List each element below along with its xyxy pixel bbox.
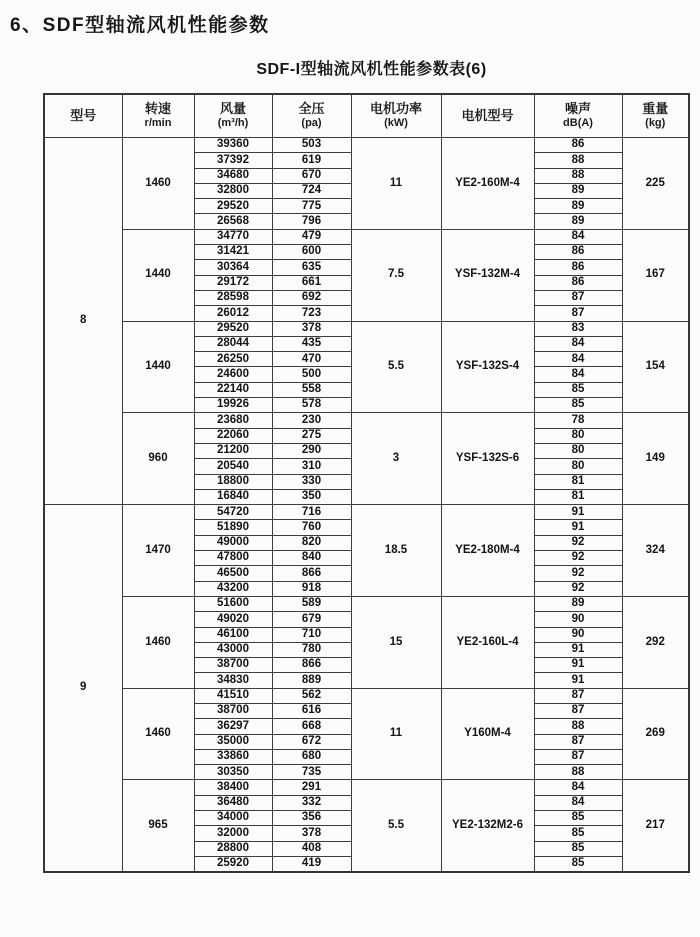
noise-cell: 85	[534, 811, 622, 826]
weight-cell: 292	[622, 596, 689, 688]
flow-cell: 34830	[194, 673, 272, 688]
header-weight-label: 重量	[642, 101, 669, 116]
pressure-cell: 724	[272, 183, 351, 198]
pressure-cell: 600	[272, 245, 351, 260]
motor-cell: Y160M-4	[441, 688, 534, 780]
pressure-cell: 661	[272, 275, 351, 290]
flow-cell: 18800	[194, 474, 272, 489]
flow-cell: 34680	[194, 168, 272, 183]
noise-cell: 90	[534, 627, 622, 642]
pressure-cell: 408	[272, 841, 351, 856]
noise-cell: 92	[534, 551, 622, 566]
pressure-cell: 668	[272, 719, 351, 734]
motor-cell: YSF-132S-6	[441, 413, 534, 505]
noise-cell: 89	[534, 214, 622, 229]
pressure-cell: 918	[272, 581, 351, 596]
noise-cell: 92	[534, 581, 622, 596]
header-speed-label: 转速	[144, 101, 171, 116]
flow-cell: 38400	[194, 780, 272, 795]
flow-cell: 29520	[194, 199, 272, 214]
header-noise	[534, 94, 622, 138]
noise-cell: 91	[534, 642, 622, 657]
pressure-cell: 332	[272, 795, 351, 810]
speed-cell: 960	[122, 413, 194, 505]
motor-cell: YE2-180M-4	[441, 505, 534, 597]
noise-cell: 87	[534, 688, 622, 703]
header-pressure-unit: (pa)	[301, 117, 322, 130]
flow-cell: 49020	[194, 612, 272, 627]
pressure-cell: 716	[272, 505, 351, 520]
pressure-cell: 378	[272, 321, 351, 336]
table-row	[44, 688, 689, 703]
header-model	[44, 94, 122, 138]
header-weight	[622, 94, 689, 138]
noise-cell: 89	[534, 183, 622, 198]
table-header	[44, 94, 689, 138]
pressure-cell: 290	[272, 443, 351, 458]
flow-cell: 29520	[194, 321, 272, 336]
table-body	[44, 138, 689, 873]
speed-cell: 1460	[122, 688, 194, 780]
pressure-cell: 635	[272, 260, 351, 275]
flow-cell: 24600	[194, 367, 272, 382]
pressure-cell: 840	[272, 551, 351, 566]
flow-cell: 33860	[194, 749, 272, 764]
pressure-cell: 616	[272, 703, 351, 718]
flow-cell: 16840	[194, 489, 272, 504]
pressure-cell: 889	[272, 673, 351, 688]
table-row	[44, 596, 689, 611]
noise-cell: 88	[534, 168, 622, 183]
noise-cell: 81	[534, 489, 622, 504]
noise-cell: 84	[534, 336, 622, 351]
table-row	[44, 321, 689, 336]
motor-cell: YSF-132S-4	[441, 321, 534, 413]
pressure-cell: 775	[272, 199, 351, 214]
pressure-cell: 589	[272, 596, 351, 611]
pressure-cell: 672	[272, 734, 351, 749]
power-cell: 11	[351, 688, 441, 780]
noise-cell: 84	[534, 780, 622, 795]
pressure-cell: 619	[272, 153, 351, 168]
flow-cell: 32800	[194, 183, 272, 198]
flow-cell: 54720	[194, 505, 272, 520]
pressure-cell: 470	[272, 352, 351, 367]
pressure-cell: 230	[272, 413, 351, 428]
header-power-label: 电机功率	[369, 101, 422, 116]
flow-cell: 43200	[194, 581, 272, 596]
pressure-cell: 558	[272, 382, 351, 397]
noise-cell: 84	[534, 229, 622, 244]
pressure-cell: 710	[272, 627, 351, 642]
pressure-cell: 562	[272, 688, 351, 703]
header-weight-unit: (kg)	[645, 117, 666, 130]
flow-cell: 21200	[194, 443, 272, 458]
weight-cell: 225	[622, 138, 689, 230]
pressure-cell: 310	[272, 459, 351, 474]
noise-cell: 91	[534, 505, 622, 520]
noise-cell: 92	[534, 535, 622, 550]
pressure-cell: 330	[272, 474, 351, 489]
speed-cell: 1440	[122, 321, 194, 413]
noise-cell: 80	[534, 428, 622, 443]
pressure-cell: 578	[272, 398, 351, 413]
noise-cell: 87	[534, 306, 622, 321]
pressure-cell: 670	[272, 168, 351, 183]
noise-cell: 86	[534, 245, 622, 260]
pressure-cell: 378	[272, 826, 351, 841]
power-cell: 18.5	[351, 505, 441, 597]
header-row	[44, 94, 689, 138]
noise-cell: 83	[534, 321, 622, 336]
noise-cell: 80	[534, 459, 622, 474]
noise-cell: 85	[534, 826, 622, 841]
noise-cell: 88	[534, 719, 622, 734]
header-noise-label: 噪声	[564, 101, 591, 116]
header-flow	[194, 94, 272, 138]
flow-cell: 23680	[194, 413, 272, 428]
header-motor-label: 电机型号	[461, 107, 514, 123]
noise-cell: 85	[534, 841, 622, 856]
noise-cell: 87	[534, 734, 622, 749]
power-cell: 15	[351, 596, 441, 688]
table-row	[44, 138, 689, 153]
header-motor	[441, 94, 534, 138]
pressure-cell: 723	[272, 306, 351, 321]
noise-cell: 91	[534, 673, 622, 688]
header-flow-unit: (m³/h)	[217, 117, 249, 130]
power-cell: 11	[351, 138, 441, 230]
power-cell: 7.5	[351, 229, 441, 321]
noise-cell: 87	[534, 749, 622, 764]
pressure-cell: 291	[272, 780, 351, 795]
weight-cell: 217	[622, 780, 689, 872]
power-cell: 3	[351, 413, 441, 505]
speed-cell: 1460	[122, 596, 194, 688]
flow-cell: 30350	[194, 765, 272, 780]
noise-cell: 78	[534, 413, 622, 428]
weight-cell: 269	[622, 688, 689, 780]
flow-cell: 38700	[194, 658, 272, 673]
pressure-cell: 680	[272, 749, 351, 764]
pressure-cell: 350	[272, 489, 351, 504]
flow-cell: 26568	[194, 214, 272, 229]
noise-cell: 88	[534, 765, 622, 780]
noise-cell: 89	[534, 596, 622, 611]
noise-cell: 85	[534, 398, 622, 413]
weight-cell: 149	[622, 413, 689, 505]
flow-cell: 51600	[194, 596, 272, 611]
noise-cell: 81	[534, 474, 622, 489]
pressure-cell: 780	[272, 642, 351, 657]
table-row	[44, 229, 689, 244]
flow-cell: 30364	[194, 260, 272, 275]
pressure-cell: 500	[272, 367, 351, 382]
flow-cell: 41510	[194, 688, 272, 703]
motor-cell: YE2-160L-4	[441, 596, 534, 688]
pressure-cell: 479	[272, 229, 351, 244]
noise-cell: 92	[534, 566, 622, 581]
noise-cell: 86	[534, 138, 622, 153]
flow-cell: 19926	[194, 398, 272, 413]
pressure-cell: 866	[272, 658, 351, 673]
flow-cell: 51890	[194, 520, 272, 535]
pressure-cell: 419	[272, 856, 351, 872]
table-row	[44, 413, 689, 428]
header-model-label: 型号	[70, 107, 97, 123]
model-cell: 8	[44, 138, 122, 505]
noise-cell: 86	[534, 275, 622, 290]
motor-cell: YE2-132M2-6	[441, 780, 534, 872]
pressure-cell: 735	[272, 765, 351, 780]
header-flow-label: 风量	[219, 101, 246, 116]
flow-cell: 31421	[194, 245, 272, 260]
noise-cell: 91	[534, 520, 622, 535]
flow-cell: 36480	[194, 795, 272, 810]
flow-cell: 29172	[194, 275, 272, 290]
flow-cell: 46100	[194, 627, 272, 642]
header-speed	[122, 94, 194, 138]
flow-cell: 43000	[194, 642, 272, 657]
speed-cell: 965	[122, 780, 194, 872]
pressure-cell: 356	[272, 811, 351, 826]
flow-cell: 26250	[194, 352, 272, 367]
table-title: SDF-I型轴流风机性能参数表(6)	[256, 61, 487, 78]
noise-cell: 87	[534, 703, 622, 718]
motor-cell: YSF-132M-4	[441, 229, 534, 321]
flow-cell: 34000	[194, 811, 272, 826]
flow-cell: 25920	[194, 856, 272, 872]
noise-cell: 89	[534, 199, 622, 214]
header-speed-unit: r/min	[144, 117, 172, 130]
power-cell: 5.5	[351, 780, 441, 872]
noise-cell: 90	[534, 612, 622, 627]
pressure-cell: 760	[272, 520, 351, 535]
flow-cell: 39360	[194, 138, 272, 153]
noise-cell: 80	[534, 443, 622, 458]
header-pressure	[272, 94, 351, 138]
speed-cell: 1440	[122, 229, 194, 321]
flow-cell: 26012	[194, 306, 272, 321]
pressure-cell: 435	[272, 336, 351, 351]
flow-cell: 28044	[194, 336, 272, 351]
flow-cell: 34770	[194, 229, 272, 244]
header-power	[351, 94, 441, 138]
flow-cell: 28598	[194, 290, 272, 305]
pressure-cell: 503	[272, 138, 351, 153]
pressure-cell: 679	[272, 612, 351, 627]
performance-table	[43, 93, 690, 873]
noise-cell: 86	[534, 260, 622, 275]
pressure-cell: 796	[272, 214, 351, 229]
noise-cell: 91	[534, 658, 622, 673]
power-cell: 5.5	[351, 321, 441, 413]
speed-cell: 1470	[122, 505, 194, 597]
flow-cell: 35000	[194, 734, 272, 749]
noise-cell: 85	[534, 382, 622, 397]
weight-cell: 154	[622, 321, 689, 413]
flow-cell: 22060	[194, 428, 272, 443]
weight-cell: 324	[622, 505, 689, 597]
noise-cell: 85	[534, 856, 622, 872]
noise-cell: 84	[534, 367, 622, 382]
speed-cell: 1460	[122, 138, 194, 230]
flow-cell: 22140	[194, 382, 272, 397]
motor-cell: YE2-160M-4	[441, 138, 534, 230]
noise-cell: 84	[534, 795, 622, 810]
flow-cell: 20540	[194, 459, 272, 474]
header-pressure-label: 全压	[298, 101, 325, 116]
flow-cell: 36297	[194, 719, 272, 734]
pressure-cell: 820	[272, 535, 351, 550]
flow-cell: 49000	[194, 535, 272, 550]
weight-cell: 167	[622, 229, 689, 321]
noise-cell: 84	[534, 352, 622, 367]
flow-cell: 38700	[194, 703, 272, 718]
flow-cell: 47800	[194, 551, 272, 566]
table-row	[44, 780, 689, 795]
header-power-unit: (kW)	[384, 117, 408, 130]
page-title: 6、SDF型轴流风机性能参数	[10, 15, 270, 36]
model-cell: 9	[44, 505, 122, 873]
noise-cell: 87	[534, 290, 622, 305]
flow-cell: 46500	[194, 566, 272, 581]
noise-cell: 88	[534, 153, 622, 168]
table-row	[44, 505, 689, 520]
header-noise-unit: dB(A)	[563, 117, 593, 130]
pressure-cell: 866	[272, 566, 351, 581]
flow-cell: 32000	[194, 826, 272, 841]
flow-cell: 28800	[194, 841, 272, 856]
pressure-cell: 692	[272, 290, 351, 305]
pressure-cell: 275	[272, 428, 351, 443]
flow-cell: 37392	[194, 153, 272, 168]
